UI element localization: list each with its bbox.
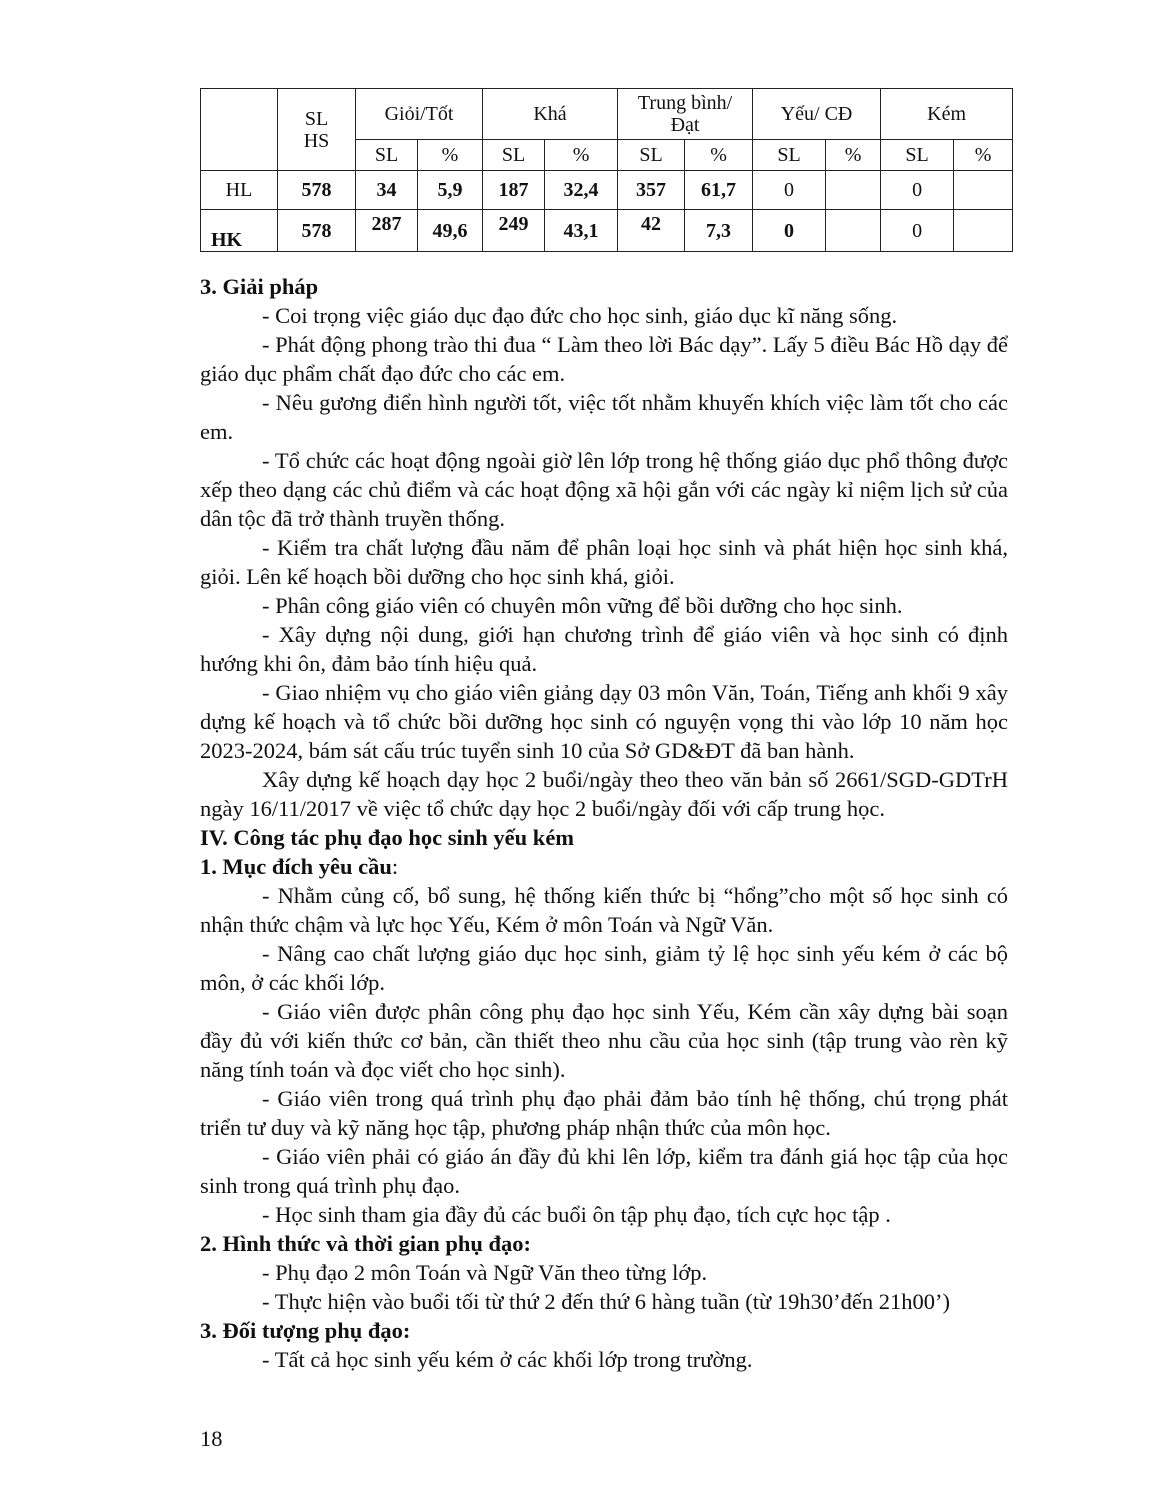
cell-gioi-sl: 34	[356, 171, 418, 210]
paragraph: - Nhằm củng cố, bổ sung, hệ thống kiến thức bị “hổng”cho một số học sinh có nhận thức chậm và lực học Yếu, Kém ở môn Toán và Ngữ Văn.	[200, 883, 1008, 937]
cell-kem-sl: 0	[881, 210, 954, 252]
paragraph: - Phát động phong trào thi đua “ Làm theo lời Bác dạy”. Lấy 5 điều Bác Hồ dạy để giáo dục phẩm chất đạo đức cho các em.	[200, 332, 1008, 386]
row-label: HL	[201, 171, 278, 210]
cell-yeu-sl: 0	[753, 171, 826, 210]
paragraph: - Giáo viên phải có giáo án đầy đủ khi lên lớp, kiểm tra đánh giá học tập của học sinh trong quá trình phụ đạo.	[200, 1144, 1008, 1198]
section-heading-hinh-thuc: 2. Hình thức và thời gian phụ đạo:	[200, 1231, 532, 1256]
subheader-sl: SL	[356, 140, 418, 171]
header-sl-hs: SL HS	[278, 89, 356, 171]
cell-tb-pct: 61,7	[685, 171, 753, 210]
section-heading-muc-dich	[200, 852, 1008, 881]
paragraph: - Giao nhiệm vụ cho giáo viên giảng dạy 03 môn Văn, Toán, Tiếng anh khối 9 xây dựng kế hoạch và tổ chức bồi dưỡng học sinh có nguyện vọng thi vào lớp 10 năm học 2023-2024, bám sát cấu trúc tuyển sinh 10 của Sở GD&ĐT đã ban hành.	[200, 680, 1008, 763]
table-header-row	[201, 89, 1013, 140]
cell-slhs: 578	[278, 171, 356, 210]
cell-kha-pct: 43,1	[545, 210, 618, 252]
cell-kem-pct	[954, 210, 1013, 252]
paragraph: - Phân công giáo viên có chuyên môn vững để bồi dưỡng cho học sinh.	[262, 593, 903, 618]
paragraph: - Tất cả học sinh yếu kém ở các khối lớp trong trường.	[262, 1347, 753, 1372]
cell-yeu-sl: 0	[753, 210, 826, 252]
paragraph: - Phụ đạo 2 môn Toán và Ngữ Văn theo từng lớp.	[262, 1260, 708, 1285]
subheader-sl: SL	[483, 140, 545, 171]
header-group-trung-binh: Trung bình/Đạt	[618, 89, 753, 140]
cell-yeu-pct	[826, 171, 881, 210]
paragraph: - Học sinh tham gia đầy đủ các buổi ôn tập phụ đạo, tích cực học tập .	[262, 1202, 891, 1227]
subheader-sl: SL	[618, 140, 685, 171]
cell-kem-pct	[954, 171, 1013, 210]
subheader-pct: %	[826, 140, 881, 171]
section-heading-doi-tuong: 3. Đối tượng phụ đạo:	[200, 1318, 411, 1343]
paragraph: Xây dựng kế hoạch dạy học 2 buổi/ngày theo theo văn bản số 2661/SGD-GDTrH ngày 16/11/2017 về việc tổ chức dạy học 2 buổi/ngày đối với cấp trung học.	[200, 767, 1008, 821]
cell-kha-sl: 187	[483, 171, 545, 210]
header-empty-cell	[201, 89, 278, 171]
subheader-pct: %	[545, 140, 618, 171]
section-heading-giai-phap: 3. Giải pháp	[200, 274, 319, 299]
cell-kem-sl: 0	[881, 171, 954, 210]
cell-tb-sl: 42	[618, 210, 685, 252]
subheader-pct: %	[685, 140, 753, 171]
header-group-gioi: Giỏi/Tốt	[356, 89, 483, 140]
paragraph: - Giáo viên được phân công phụ đạo học sinh Yếu, Kém cần xây dựng bài soạn đầy đủ với kiến thức cơ bản, cần thiết theo nhu cầu của học sinh (tập trung vào rèn kỹ năng tính toán và đọc viết cho học sinh).	[200, 999, 1008, 1082]
subheader-sl: SL	[881, 140, 954, 171]
paragraph: - Tổ chức các hoạt động ngoài giờ lên lớp trong hệ thống giáo dục phổ thông được xếp theo dạng các chủ điểm và các hoạt động xã hội gắn với các ngày kỉ niệm lịch sử của dân tộc đã trở thành truyền thống.	[200, 448, 1008, 531]
subheader-pct: %	[954, 140, 1013, 171]
table-row-hl	[201, 171, 1013, 210]
row-label: HK	[201, 210, 278, 252]
cell-kha-pct: 32,4	[545, 171, 618, 210]
cell-tb-pct: 7,3	[685, 210, 753, 252]
paragraph: - Nâng cao chất lượng giáo dục học sinh, giảm tỷ lệ học sinh yếu kém ở các bộ môn, ở các khối lớp.	[200, 941, 1008, 995]
paragraph: - Coi trọng việc giáo dục đạo đức cho học sinh, giáo dục kĩ năng sống.	[262, 303, 898, 328]
paragraph: - Xây dựng nội dung, giới hạn chương trình để giáo viên và học sinh có định hướng khi ôn, đảm bảo tính hiệu quả.	[200, 622, 1008, 676]
muc-dich-heading-colon: :	[391, 854, 399, 879]
paragraph: - Thực hiện vào buổi tối từ thứ 2 đến thứ 6 hàng tuần (từ 19h30’đến 21h00’)	[262, 1289, 950, 1314]
paragraph: - Kiểm tra chất lượng đầu năm để phân loại học sinh và phát hiện học sinh khá, giỏi. Lên kế hoạch bồi dưỡng cho học sinh khá, giỏi.	[200, 535, 1008, 589]
cell-tb-sl: 357	[618, 171, 685, 210]
page-number: 18	[200, 1426, 223, 1451]
paragraph: - Nêu gương điển hình người tốt, việc tốt nhằm khuyến khích việc làm tốt cho các em.	[200, 390, 1008, 444]
header-group-yeu: Yếu/ CĐ	[753, 89, 881, 140]
section-heading-phu-dao: IV. Công tác phụ đạo học sinh yếu kém	[200, 825, 575, 850]
table-row-hk	[201, 210, 1013, 252]
cell-gioi-pct: 5,9	[418, 171, 483, 210]
cell-slhs: 578	[278, 210, 356, 252]
muc-dich-heading-text: 1. Mục đích yêu cầu	[200, 854, 392, 879]
header-group-kem: Kém	[881, 89, 1013, 140]
subheader-pct: %	[418, 140, 483, 171]
header-group-kha: Khá	[483, 89, 618, 140]
cell-gioi-pct: 49,6	[418, 210, 483, 252]
cell-yeu-pct	[826, 210, 881, 252]
cell-kha-sl: 249	[483, 210, 545, 252]
subheader-sl: SL	[753, 140, 826, 171]
results-table	[200, 88, 1013, 252]
paragraph: - Giáo viên trong quá trình phụ đạo phải đảm bảo tính hệ thống, chú trọng phát triển tư duy và kỹ năng học tập, phương pháp nhận thức của môn học.	[200, 1086, 1008, 1140]
cell-gioi-sl: 287	[356, 210, 418, 252]
body-text	[200, 272, 1008, 1374]
